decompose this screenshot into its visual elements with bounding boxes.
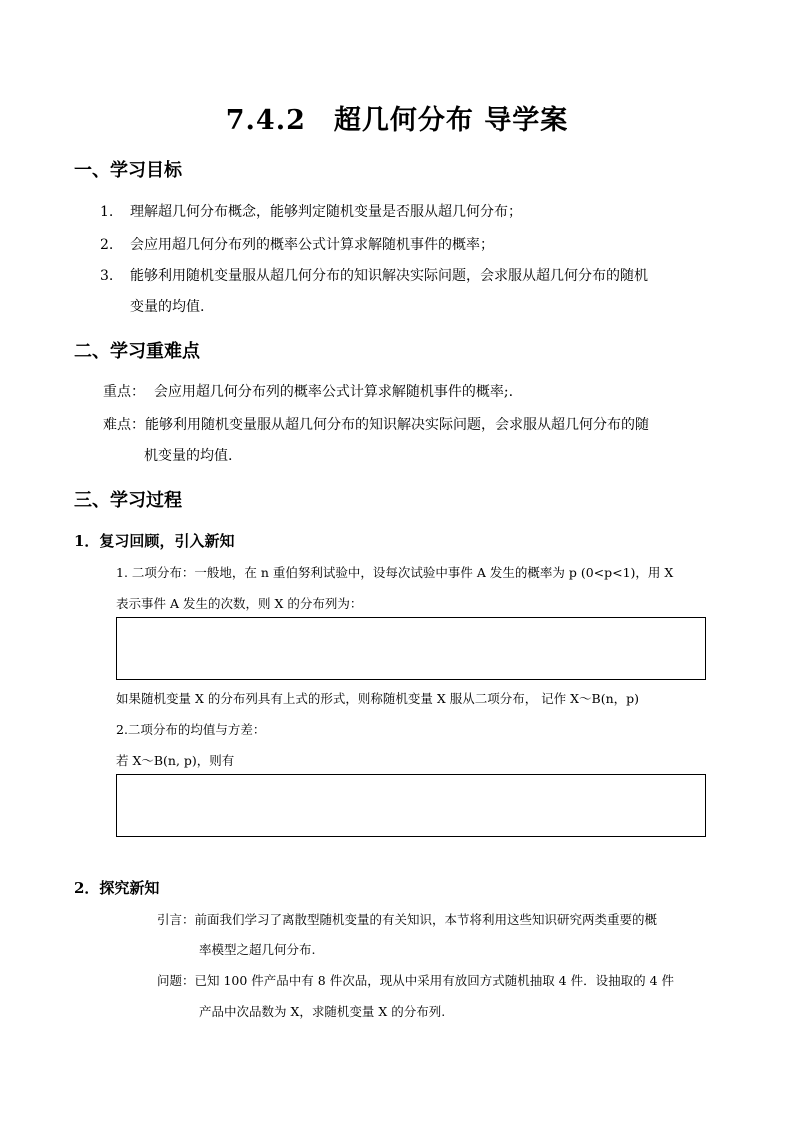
objective-number: 3. [100,268,114,284]
objective-item-1 [100,201,522,221]
objective-number: 2. [100,237,114,253]
binomial-definition-line-1: 1. 二项分布：一般地，在 n 重伯努利试验中，设每次试验中事件 A 发生的概率为 p (0<p<1)，用 X [116,565,674,580]
answer-box-distribution[interactable] [116,617,706,680]
subsection-heading-explore: 2．探究新知 [74,879,160,897]
objective-number: 1. [100,204,114,220]
page-title: 7.4.2 超几何分布 导学案 [225,105,569,136]
question-line-2: 产品中次品数为 X，求随机变量 X 的分布列. [199,1004,446,1019]
objective-item-2 [100,234,494,254]
key-point-text: 会应用超几何分布列的概率公式计算求解随机事件的概率;. [153,384,514,400]
binomial-definition-line-2: 表示事件 A 发生的次数，则 X 的分布列为： [116,596,363,611]
key-point-label: 重点： [103,384,145,400]
binomial-mean-variance-heading: 2.二项分布的均值与方差： [116,722,266,737]
question-line-1: 问题：已知 100 件产品中有 8 件次品，现从中采用有放回方式随机抽取 4 件．设抽取的 4 件 [157,973,675,988]
section-heading-process: 三、学习过程 [74,490,182,511]
objective-text: 理解超几何分布概念，能够判定随机变量是否服从超几何分布； [130,204,522,220]
objective-item-3 [100,265,648,285]
key-point-line [103,381,513,401]
objective-text: 能够利用随机变量服从超几何分布的知识解决实际问题，会求服从超几何分布的随机 [130,268,648,284]
objective-item-3-continuation: 变量的均值. [130,299,205,315]
section-heading-key-points: 二、学习重难点 [74,341,200,362]
difficulty-continuation: 机变量的均值. [144,448,233,464]
answer-box-mean-variance[interactable] [116,774,706,837]
intro-line-1: 引言：前面我们学习了离散型随机变量的有关知识，本节将利用这些知识研究两类重要的概 [157,912,658,927]
objective-text: 会应用超几何分布列的概率公式计算求解随机事件的概率； [130,237,494,253]
intro-line-2: 率模型之超几何分布. [199,942,316,957]
section-heading-objectives: 一、学习目标 [74,160,182,181]
difficulty-label: 难点： [103,417,145,433]
difficulty-line [103,414,649,434]
difficulty-text: 能够利用随机变量服从超几何分布的知识解决实际问题，会求服从超几何分布的随 [145,417,649,433]
binomial-notation-text: 如果随机变量 X 的分布列具有上式的形式，则称随机变量 X 服从二项分布， 记作 X～B(n，p) [116,691,640,706]
subsection-heading-review: 1．复习回顾，引入新知 [74,532,235,550]
binomial-condition-text: 若 X～B(n, p)，则有 [116,753,235,768]
